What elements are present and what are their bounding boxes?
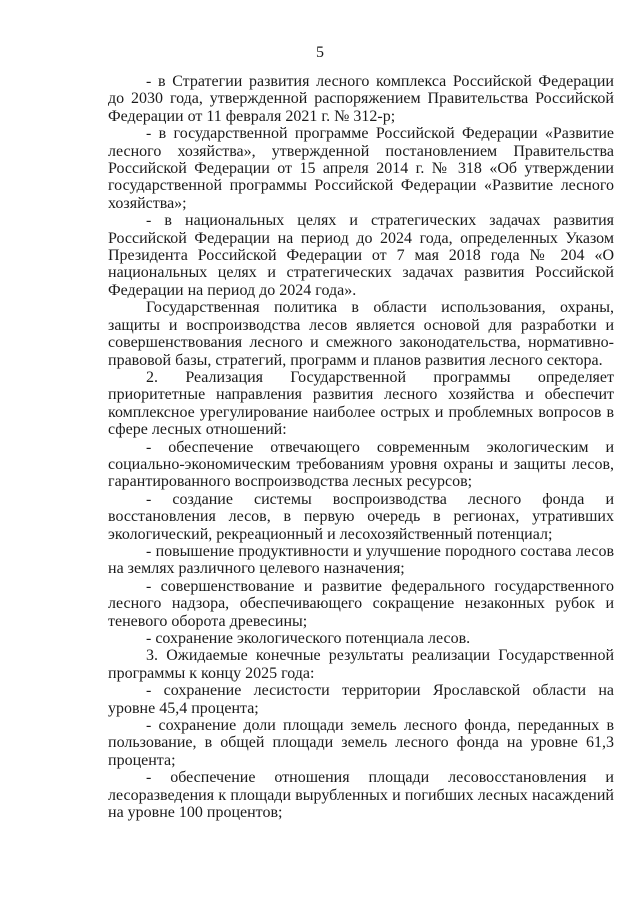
page-number: 5 [316, 44, 324, 61]
list-item-supervision: - совершенствование и развитие федерального государственного лесного надзора, обеспечивающего сокращение незаконных рубок и теневого оборота древесины; [108, 577, 614, 630]
paragraph-strategy-2030: - в Стратегии развития лесного комплекса Российской Федерации до 2030 года, утвержденной распоряжением Правительства Российской Федерации от 11 февраля 2021 г. № 312-р; [108, 73, 614, 125]
list-item-reforestation-ratio: - обеспечение отношения площади лесовосстановления и лесоразведения к площади вырубленных и погибших лесных насаждений на уровне 100 процентов; [108, 769, 614, 822]
list-item-protection: - обеспечение отвечающего современным экологическим и социально-экономическим требованиям уровня охраны и защиты лесов, гарантированного воспроизводства лесных ресурсов; [108, 438, 614, 491]
list-item-forest-cover: - сохранение лесистости территории Ярославской области на уровне 45,4 процента; [108, 682, 614, 717]
document-body [108, 73, 614, 821]
list-item-land-use-share: - сохранение доли площади земель лесного фонда, переданных в пользование, в общей площади земель лесного фонда на уровне 61,3 процента; [108, 717, 614, 769]
paragraph-section-3-intro: 3. Ожидаемые конечные результаты реализации Государственной программы к концу 2025 года: [108, 647, 614, 682]
list-item-reproduction: - создание системы воспроизводства лесного фонда и восстановления лесов, в первую очередь в регионах, утративших экологический, рекреационный и лесохозяйственный потенциал; [108, 490, 614, 543]
paragraph-national-goals: - в национальных целях и стратегических задачах развития Российской Федерации на период до 2024 года, определенных Указом Президента Российской Федерации от 7 мая 2018 года № 204 «О национальных целях и стратегических задачах развития Российской Федерации на период до 2024 года». [108, 212, 614, 299]
paragraph-section-2-intro: 2. Реализация Государственной программы определяет приоритетные направления развития лесного хозяйства и обеспечит комплексное урегулирование наиболее острых и проблемных вопросов в сфере лесных отношений: [108, 368, 614, 439]
list-item-productivity: - повышение продуктивности и улучшение породного состава лесов на землях различного целевого назначения; [108, 542, 614, 578]
list-item-ecological-potential: - сохранение экологического потенциала лесов. [146, 630, 471, 647]
paragraph-state-policy: Государственная политика в области использования, охраны, защиты и воспроизводства лесов является основой для разработки и совершенствования лесного и смежного законодательства, нормативно-правовой базы, стратегий, программ и планов развития лесного сектора. [108, 299, 614, 369]
paragraph-state-program-rf: - в государственной программе Российской Федерации «Развитие лесного хозяйства», утвержденной постановлением Правительства Российской Федерации от 15 апреля 2014 г. № 318 «Об утверждении государственной программы Российской Федерации «Развитие лесного хозяйства»; [108, 125, 614, 212]
